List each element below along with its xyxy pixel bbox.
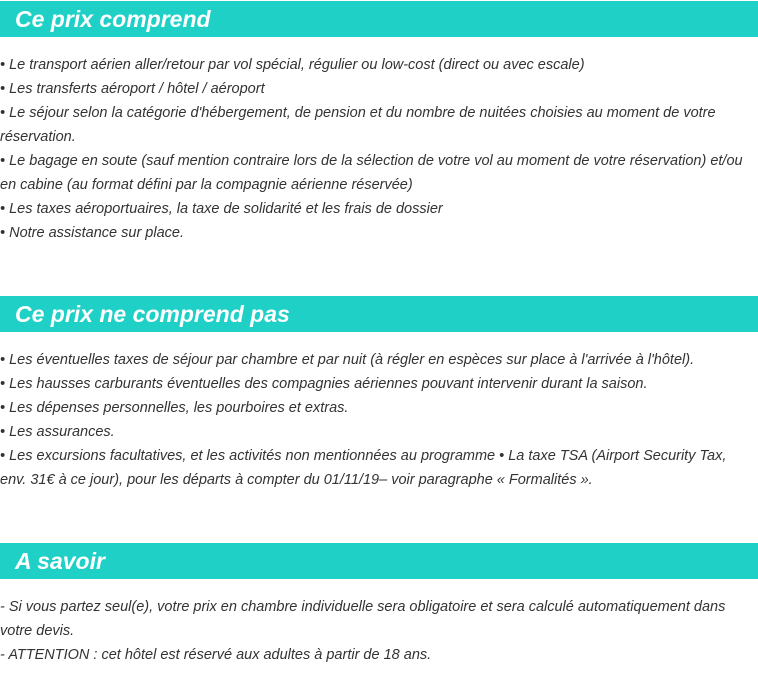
list-item: • Les assurances. xyxy=(0,424,115,440)
list-item: • Le bagage en soute (sauf mention contraire lors de la sélection de votre vol au moment de votre réservation) et/ou en cabine (au format défini par la compagnie aérienne réservée) xyxy=(0,153,743,193)
list-item: • Les taxes aéroportuaires, la taxe de solidarité et les frais de dossier xyxy=(0,201,443,217)
section-good-to-know xyxy=(0,543,758,667)
section-body xyxy=(0,348,758,492)
list-item: • Le transport aérien aller/retour par vol spécial, régulier ou low-cost (direct ou avec escale) xyxy=(0,57,585,73)
list-item: • Les dépenses personnelles, les pourboires et extras. xyxy=(0,400,349,416)
list-item: • Notre assistance sur place. xyxy=(0,225,184,241)
section-not-included xyxy=(0,296,758,492)
section-body xyxy=(0,595,758,667)
list-item: • Les éventuelles taxes de séjour par chambre et par nuit (à régler en espèces sur place à l'arrivée à l'hôtel). xyxy=(0,352,695,368)
list-item: - Si vous partez seul(e), votre prix en chambre individuelle sera obligatoire et sera calculé automatiquement dans votre devis. xyxy=(0,599,726,639)
list-item: • Les hausses carburants éventuelles des compagnies aériennes pouvant intervenir durant la saison. xyxy=(0,376,648,392)
list-item: - ATTENTION : cet hôtel est réservé aux adultes à partir de 18 ans. xyxy=(0,647,432,663)
section-body xyxy=(0,53,758,245)
list-item: • Les transferts aéroport / hôtel / aéroport xyxy=(0,81,265,97)
list-item: • Le séjour selon la catégorie d'hébergement, de pension et du nombre de nuitées choisies au moment de votre réservation. xyxy=(0,105,716,145)
section-title: Ce prix comprend xyxy=(0,1,758,37)
section-title: Ce prix ne comprend pas xyxy=(0,296,758,332)
section-title: A savoir xyxy=(0,543,758,579)
list-item: • Les excursions facultatives, et les activités non mentionnées au programme • La taxe TSA (Airport Security Tax, env. 31€ à ce jour), pour les départs à compter du 01/11/19– voir paragraphe « Formalités ». xyxy=(0,448,727,488)
section-included xyxy=(0,1,758,245)
